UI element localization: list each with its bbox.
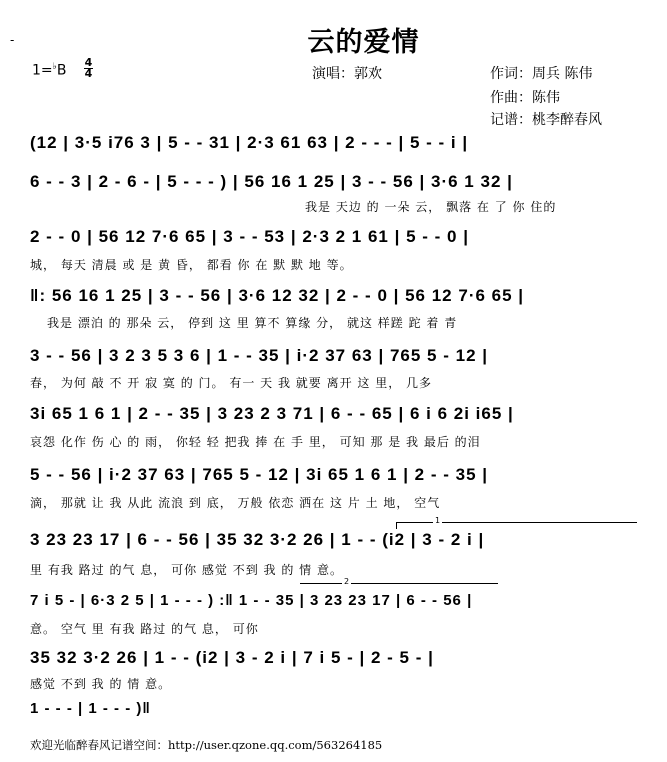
volta-bracket-2: 2 [300,583,498,590]
volta-bracket-1: 1 [396,522,637,529]
lyrics-line-10: 感觉 不到 我 的 情 意。 [30,677,172,691]
footer-link[interactable]: 欢迎光临醉春风记谱空间：http://user.qzone.qq.com/563264185 [30,738,383,752]
lyrics-line-7: 滴， 那就 让 我 从此 流浪 到 底， 万般 依恋 洒在 这 片 土 地， 空气 [30,496,441,510]
lyrics-line-3: 城， 每天 清晨 或 是 黄 昏， 都看 你 在 默 默 地 等。 [30,258,353,272]
transcriber-credit: 记谱：桃李醉春风 [490,112,602,128]
flat-icon: ♭ [52,62,57,72]
lyrics-line-9: 意。 空气 里 有我 路过 的气 息， 可你 [30,622,259,636]
score-line-2: 6 - - 3 | 2 - 6 - | 5 - - - ) | 56 16 1 25 | 3 - - 56 | 3·6 1 32 | [30,172,513,191]
lyrics-line-6: 哀怨 化作 伤 心 的 雨， 你轻 轻 把我 捧 在 手 里， 可知 那 是 我 最后 的泪 [30,435,481,449]
key-signature [32,62,67,79]
score-line-8: 3 23 23 17 | 6 - - 56 | 35 32 3·2 26 | 1 - - (i2 | 3 - 2 i | [30,530,485,549]
score-line-11: 1 - - - | 1 - - - )‖ [30,700,151,717]
song-title: 云的爱情 [307,27,420,58]
lyrics-line-4: 我是 漂泊 的 那朵 云， 停到 这 里 算不 算缘 分， 就这 样蹉 跎 着 青 [47,316,458,330]
score-line-4: ‖: 56 16 1 25 | 3 - - 56 | 3·6 12 32 | 2 - - 0 | 56 12 7·6 65 | [30,286,525,305]
composer-credit: 作曲：陈伟 [490,90,560,106]
singer-credit: 演唱：郭欢 [312,66,382,82]
time-sig-top: 4 [84,56,93,69]
score-line-5: 3 - - 56 | 3 2 3 5 3 6 | 1 - - 35 | i·2 37 63 | 765 5 - 12 | [30,346,489,365]
score-line-9: 7 i 5 - | 6·3 2 5 | 1 - - - ) :‖ 1 - - 35 | 3 23 23 17 | 6 - - 56 | [30,592,473,609]
lyricist-credit: 作词：周兵 陈伟 [490,66,593,82]
score-line-6: 3i 65 1 6 1 | 2 - - 35 | 3 23 2 3 71 | 6 - - 65 | 6 i 6 2i i65 | [30,404,514,423]
score-line-3: 2 - - 0 | 56 12 7·6 65 | 3 - - 53 | 2·3 2 1 61 | 5 - - 0 | [30,227,469,246]
score-line-1: (12 | 3·5 i76 3 | 5 - - 31 | 2·3 61 63 | 2 - - - | 5 - - i | [30,133,469,152]
key-label: 1= [32,62,53,79]
time-signature [84,58,93,79]
time-sig-bottom: 4 [84,67,93,80]
key-note: B [56,62,67,79]
score-line-7: 5 - - 56 | i·2 37 63 | 765 5 - 12 | 3i 65 1 6 1 | 2 - - 35 | [30,465,489,484]
lyrics-line-5: 春， 为何 敲 不 开 寂 寞 的 门。 有一 天 我 就要 离开 这 里， 几多 [30,376,433,390]
stray-mark: - [10,33,15,47]
lyrics-line-8: 里 有我 路过 的气 息， 可你 感觉 不到 我 的 情 意。 [30,563,343,577]
score-line-10: 35 32 3·2 26 | 1 - - (i2 | 3 - 2 i | 7 i 5 - | 2 - 5 - | [30,648,434,667]
lyrics-line-2: 我是 天边 的 一朵 云， 飘落 在 了 你 住的 [305,200,557,214]
